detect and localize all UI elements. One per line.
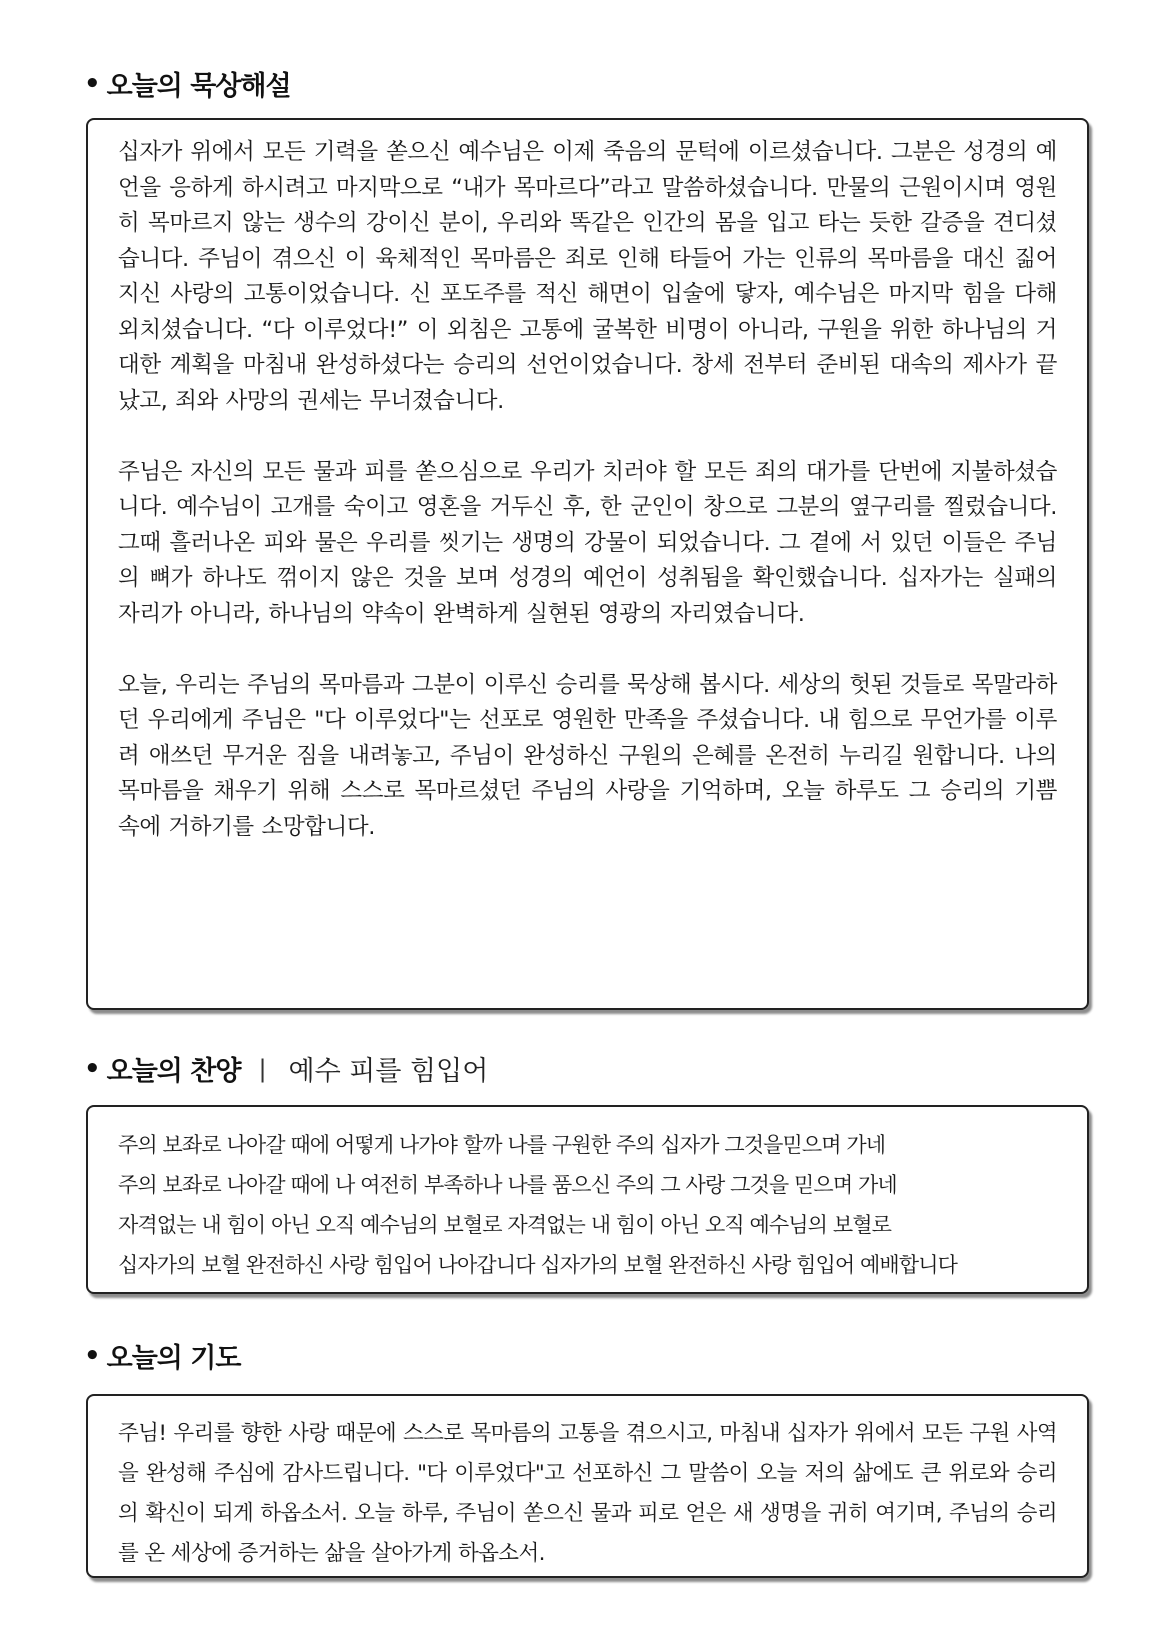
heading-divider: | [258, 1054, 267, 1083]
prayer-title: 오늘의 기도 [106, 1343, 241, 1374]
song-heading [84, 1049, 488, 1088]
song-subtitle: 예수 피를 힘입어 [288, 1056, 489, 1087]
song-box [86, 1105, 1089, 1294]
heading-bullet: • [84, 68, 101, 99]
meditation-paragraph-2: 주님은 자신의 모든 물과 피를 쏟으심으로 우리가 치러야 할 모든 죄의 대가를 단번에 지불하셨습니다. 예수님이 고개를 숙이고 영혼을 거두신 후, 한 군인이 창으로 그분의 옆구리를 찔렀습니다. 그때 흘러나온 피와 물은 우리를 씻기는 생명의 강물이 되었습니다. 그 곁에 서 있던 이들은 주님의 뼈가 하나도 꺾이지 않은 것을 보며 성경의 예언이 성취됨을 확인했습니다. 십자가는 실패의 자리가 아니라, 하나님의 약속이 완벽하게 실현된 영광의 자리였습니다. [118, 458, 1057, 627]
song-lyric-line: 주의 보좌로 나아갈 때에 어떻게 나가야 할까 나를 구원한 주의 십자가 그것을믿으며 가네 [118, 1133, 886, 1157]
song-lyric-line: 주의 보좌로 나아갈 때에 나 여전히 부족하나 나를 품으신 주의 그 사랑 그것을 믿으며 가네 [118, 1173, 897, 1197]
heading-bullet: • [84, 1340, 101, 1371]
meditation-heading [84, 64, 291, 103]
meditation-title: 오늘의 묵상해설 [106, 71, 291, 102]
song-lyric-line: 십자가의 보혈 완전하신 사랑 힘입어 나아갑니다 십자가의 보혈 완전하신 사랑 힘입어 예배합니다 [118, 1253, 957, 1277]
song-lyric-line: 자격없는 내 힘이 아닌 오직 예수님의 보혈로 자격없는 내 힘이 아닌 오직 예수님의 보혈로 [118, 1213, 891, 1237]
meditation-paragraph-3: 오늘, 우리는 주님의 목마름과 그분이 이루신 승리를 묵상해 봅시다. 세상의 헛된 것들로 목말라하던 우리에게 주님은 "다 이루었다"는 선포로 영원한 만족을 주셨습니다. 내 힘으로 무언가를 이루려 애쓰던 무거운 짐을 내려놓고, 주님이 완성하신 구원의 은혜를 온전히 누리길 원합니다. 나의 목마름을 채우기 위해 스스로 목마르셨던 주님의 사랑을 기억하며, 오늘 하루도 그 승리의 기쁨 속에 거하기를 소망합니다. [118, 671, 1057, 840]
heading-bullet: • [84, 1053, 101, 1084]
song-title: 오늘의 찬양 [106, 1056, 241, 1087]
prayer-box [86, 1394, 1089, 1578]
meditation-box [86, 118, 1089, 1010]
prayer-text: 주님! 우리를 향한 사랑 때문에 스스로 목마름의 고통을 겪으시고, 마침내 십자가 위에서 모든 구원 사역을 완성해 주심에 감사드립니다. "다 이루었다"고 선포하신 그 말씀이 오늘 저의 삶에도 큰 위로와 승리의 확신이 되게 하옵소서. 오늘 하루, 주님이 쏟으신 물과 피로 얻은 새 생명을 귀히 여기며, 주님의 승리를 온 세상에 증거하는 삶을 살아가게 하옵소서. [118, 1421, 1057, 1566]
prayer-heading [84, 1336, 240, 1375]
meditation-paragraph-1: 십자가 위에서 모든 기력을 쏟으신 예수님은 이제 죽음의 문턱에 이르셨습니다. 그분은 성경의 예언을 응하게 하시려고 마지막으로 “내가 목마르다”라고 말씀하셨습니다. 만물의 근원이시며 영원히 목마르지 않는 생수의 강이신 분이, 우리와 똑같은 인간의 몸을 입고 타는 듯한 갈증을 견디셨습니다. 주님이 겪으신 이 육체적인 목마름은 죄로 인해 타들어 가는 인류의 목마름을 대신 짊어지신 사랑의 고통이었습니다. 신 포도주를 적신 해면이 입술에 닿자, 예수님은 마지막 힘을 다해 외치셨습니다. “다 이루었다!” 이 외침은 고통에 굴복한 비명이 아니라, 구원을 위한 하나님의 거대한 계획을 마침내 완성하셨다는 승리의 선언이었습니다. 창세 전부터 준비된 대속의 제사가 끝났고, 죄와 사망의 권세는 무너졌습니다. [118, 139, 1057, 414]
